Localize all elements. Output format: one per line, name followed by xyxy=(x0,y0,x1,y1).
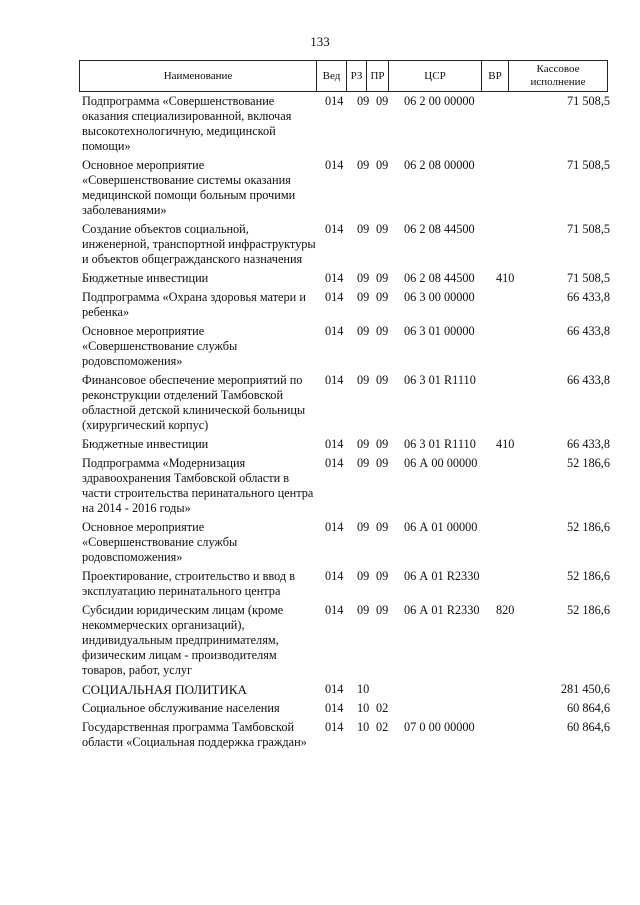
row-ved: 014 xyxy=(325,290,344,304)
table-row xyxy=(82,569,610,599)
row-name: Основное мероприятие «Совершенствование службы родовспоможения» xyxy=(82,520,238,564)
row-ved: 014 xyxy=(325,324,344,338)
row-pr: 09 xyxy=(376,520,389,534)
table-header xyxy=(79,60,608,92)
row-rz: 09 xyxy=(357,222,370,236)
row-pr: 09 xyxy=(376,603,389,617)
table-row xyxy=(82,720,610,750)
row-rz: 09 xyxy=(357,520,370,534)
row-sum: 60 864,6 xyxy=(566,720,610,734)
table-row xyxy=(82,158,610,218)
row-rz: 09 xyxy=(357,437,370,451)
row-csr: 06 2 08 44500 xyxy=(404,271,475,285)
header-vr: ВР xyxy=(482,61,509,92)
row-ved: 014 xyxy=(325,222,344,236)
header-rz: РЗ xyxy=(347,61,367,92)
row-ved: 014 xyxy=(325,271,344,285)
row-sum: 52 186,6 xyxy=(566,520,610,534)
row-rz: 10 xyxy=(357,682,370,696)
row-name: Бюджетные инвестиции xyxy=(82,271,209,285)
row-ved: 014 xyxy=(325,682,344,696)
row-name: Проектирование, строительство и ввод в эксплуатацию перинатального центра xyxy=(82,569,296,598)
row-ved: 014 xyxy=(325,520,344,534)
row-csr: 06 3 01 00000 xyxy=(404,324,475,338)
row-name: Государственная программа Тамбовской области «Социальная поддержка граждан» xyxy=(82,720,307,749)
row-pr: 09 xyxy=(376,456,389,470)
row-sum: 66 433,8 xyxy=(566,324,610,338)
row-csr: 06 А 01 00000 xyxy=(404,520,478,534)
row-rz: 09 xyxy=(357,603,370,617)
row-pr: 09 xyxy=(376,569,389,583)
row-csr: 06 2 00 00000 xyxy=(404,94,475,108)
table-row xyxy=(82,456,610,516)
row-rz: 10 xyxy=(357,701,370,715)
header-csr: ЦСР xyxy=(389,61,482,92)
row-csr: 06 А 01 R2330 xyxy=(404,603,480,617)
row-sum: 71 508,5 xyxy=(566,222,610,236)
row-pr: 09 xyxy=(376,437,389,451)
row-sum: 52 186,6 xyxy=(566,456,610,470)
row-name: Подпрограмма «Модернизация здравоохранения Тамбовской области в части строительства перинатального центра на 2014 - 2016 годы» xyxy=(82,456,314,515)
header-ved: Вед xyxy=(317,61,347,92)
header-name: Наименование xyxy=(80,61,317,92)
row-rz: 10 xyxy=(357,720,370,734)
row-name: Основное мероприятие «Совершенствование службы родовспоможения» xyxy=(82,324,238,368)
row-csr: 06 2 08 44500 xyxy=(404,222,475,236)
table-row xyxy=(82,324,610,369)
table-row xyxy=(82,603,610,678)
row-csr: 06 А 00 00000 xyxy=(404,456,478,470)
row-rz: 09 xyxy=(357,324,370,338)
row-csr: 06 3 01 R1110 xyxy=(404,437,476,451)
row-pr: 09 xyxy=(376,324,389,338)
row-ved: 014 xyxy=(325,94,344,108)
row-pr: 09 xyxy=(376,373,389,387)
row-sum: 71 508,5 xyxy=(566,94,610,108)
row-vr: 410 xyxy=(496,271,515,285)
table-row xyxy=(82,373,610,433)
row-sum: 66 433,8 xyxy=(566,437,610,451)
row-pr: 09 xyxy=(376,158,389,172)
row-csr: 06 А 01 R2330 xyxy=(404,569,480,583)
row-sum: 66 433,8 xyxy=(566,290,610,304)
row-ved: 014 xyxy=(325,569,344,583)
row-name: Подпрограмма «Совершенствование оказания специализированной, включая высокотехнологичную, медицинской помощи» xyxy=(82,94,292,153)
table-row xyxy=(82,222,610,267)
header-pr: ПР xyxy=(367,61,389,92)
row-rz: 09 xyxy=(357,456,370,470)
row-pr: 02 xyxy=(376,701,389,715)
row-name: СОЦИАЛЬНАЯ ПОЛИТИКА xyxy=(82,682,247,697)
row-rz: 09 xyxy=(357,290,370,304)
row-name: Подпрограмма «Охрана здоровья матери и ребенка» xyxy=(82,290,306,319)
row-pr: 09 xyxy=(376,222,389,236)
page-number: 133 xyxy=(310,34,330,49)
row-csr: 06 3 01 R1110 xyxy=(404,373,476,387)
row-name: Бюджетные инвестиции xyxy=(82,437,209,451)
row-name: Создание объектов социальной, инженерной, транспортной инфраструктуры и объектов общегражданского назначения xyxy=(82,222,316,266)
row-sum: 66 433,8 xyxy=(566,373,610,387)
row-pr: 09 xyxy=(376,271,389,285)
row-ved: 014 xyxy=(325,720,344,734)
row-csr: 06 3 00 00000 xyxy=(404,290,475,304)
table-row xyxy=(82,94,610,154)
row-csr: 06 2 08 00000 xyxy=(404,158,475,172)
row-ved: 014 xyxy=(325,603,344,617)
table-row xyxy=(82,701,610,716)
table-row xyxy=(82,520,610,565)
row-pr: 09 xyxy=(376,94,389,108)
row-name: Социальное обслуживание населения xyxy=(82,701,280,715)
row-vr: 820 xyxy=(496,603,515,617)
row-sum: 71 508,5 xyxy=(566,158,610,172)
row-name: Субсидии юридическим лицам (кроме некоммерческих организаций), индивидуальным предпринимателям, физическим лицам - производителям товаров, работ, услуг xyxy=(82,603,284,677)
row-sum: 52 186,6 xyxy=(566,603,610,617)
row-rz: 09 xyxy=(357,94,370,108)
row-csr: 07 0 00 00000 xyxy=(404,720,475,734)
header-sum: Кассовое исполнение xyxy=(509,61,608,92)
row-vr: 410 xyxy=(496,437,515,451)
row-ved: 014 xyxy=(325,701,344,715)
row-rz: 09 xyxy=(357,271,370,285)
row-ved: 014 xyxy=(325,456,344,470)
row-rz: 09 xyxy=(357,158,370,172)
row-sum: 71 508,5 xyxy=(566,271,610,285)
table-row xyxy=(82,271,610,286)
row-ved: 014 xyxy=(325,158,344,172)
row-rz: 09 xyxy=(357,373,370,387)
row-sum: 60 864,6 xyxy=(566,701,610,715)
row-ved: 014 xyxy=(325,373,344,387)
row-pr: 09 xyxy=(376,290,389,304)
row-name: Финансовое обеспечение мероприятий по реконструкции отделений Тамбовской областной детской клинической больницы (хирургический корпус) xyxy=(82,373,306,432)
row-sum: 52 186,6 xyxy=(566,569,610,583)
table-row xyxy=(82,682,610,697)
row-rz: 09 xyxy=(357,569,370,583)
row-sum: 281 450,6 xyxy=(560,682,610,696)
table-body xyxy=(82,94,610,754)
row-name: Основное мероприятие «Совершенствование системы оказания медицинской помощи больным прочими заболеваниями» xyxy=(82,158,296,217)
table-row xyxy=(82,437,610,452)
row-ved: 014 xyxy=(325,437,344,451)
table-row xyxy=(82,290,610,320)
row-pr: 02 xyxy=(376,720,389,734)
